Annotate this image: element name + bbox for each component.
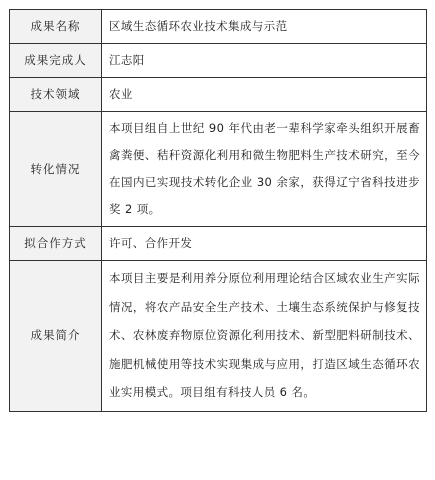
label-cooperation-mode: 拟合作方式 bbox=[10, 227, 102, 261]
achievement-info-table bbox=[9, 9, 427, 412]
table-row-completer bbox=[10, 44, 427, 78]
label-achievement-name: 成果名称 bbox=[10, 10, 102, 44]
label-transfer-status: 转化情况 bbox=[10, 112, 102, 227]
value-cooperation-mode: 许可、合作开发 bbox=[102, 227, 427, 261]
table-row-transfer bbox=[10, 112, 427, 227]
value-completer: 江志阳 bbox=[102, 44, 427, 78]
table-row-field bbox=[10, 78, 427, 112]
label-tech-field: 技术领域 bbox=[10, 78, 102, 112]
table-row-summary bbox=[10, 261, 427, 412]
table-row-cooperation bbox=[10, 227, 427, 261]
value-transfer-status: 本项目组自上世纪 90 年代由老一辈科学家牵头组织开展畜禽粪便、秸秆资源化利用和微生物肥料生产技术研究，至今在国内已实现技术转化企业 30 余家，获得辽宁省科技进步奖 2 项。 bbox=[102, 112, 427, 227]
value-summary: 本项目主要是利用养分原位利用理论结合区域农业生产实际情况，将农产品安全生产技术、土壤生态系统保护与修复技术、农林废弃物原位资源化利用技术、新型肥料研制技术、施肥机械使用等技术实现集成与应用，打造区域生态循环农业实用模式。项目组有科技人员 6 名。 bbox=[102, 261, 427, 412]
table-row-name bbox=[10, 10, 427, 44]
label-completer: 成果完成人 bbox=[10, 44, 102, 78]
value-achievement-name: 区域生态循环农业技术集成与示范 bbox=[102, 10, 427, 44]
value-tech-field: 农业 bbox=[102, 78, 427, 112]
label-summary: 成果简介 bbox=[10, 261, 102, 412]
